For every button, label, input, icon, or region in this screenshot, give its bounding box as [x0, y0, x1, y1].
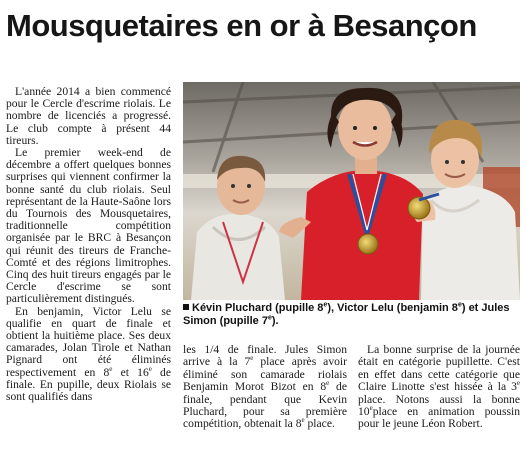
photo-illustration	[183, 82, 520, 300]
text-run: ).	[271, 315, 279, 327]
superscript: e	[109, 364, 113, 373]
text-run: place.	[304, 417, 335, 431]
superscript: e	[267, 314, 272, 322]
text-run: La bonne surprise de la journée était en catégorie pupillette. C'est en effet dans cette catégorie que Claire Linotte s'est hissée à la 3	[358, 343, 520, 394]
paragraph-tournament: Le premier week-end de décembre a offert quelques bonnes surprises qui viennent confirmer la bonne santé du club riolais. Seul représentant de la Haute-Saône lors du Tournois des Mousquetaires, traditionnelle compétition organisée par le BRC à Besançon qui réunit des tireurs de Franche-Comté et des régions limitrophes. Cinq des huit tireurs engagés par le Cercle d'escrime se sont particulièrement distingués.	[6, 146, 171, 306]
text-run: les 1/4 de finale. Jules Simon arrive à la 7	[183, 343, 347, 369]
text-run: place. Notons aussi la bonne 10	[358, 392, 520, 419]
photo-caption	[183, 302, 520, 328]
superscript: e	[516, 379, 520, 388]
text-run: ), Victor Lelu (benjamin 8	[327, 302, 458, 314]
article-column-middle	[183, 344, 347, 431]
superscript: e	[326, 379, 330, 388]
superscript: e	[369, 404, 373, 413]
caption-bullet-icon	[183, 304, 189, 310]
photo-fencers	[183, 82, 520, 300]
paragraph-pupille	[183, 344, 347, 431]
article-column-left	[6, 86, 171, 403]
paragraph-pupillette	[358, 344, 520, 431]
paragraph-intro: L'année 2014 a bien commencé pour le Cercle d'escrime riolais. Le nombre de licenciés a progressé. Le club compte à présent 44 tireurs.	[6, 85, 171, 147]
text-run: place après avoir éliminé son camarade riolais Benjamin Morot Bizot en 8	[183, 355, 347, 394]
headline: Mousquetaires en or à Besançon	[6, 8, 477, 43]
text-run: En benjamin, Victor Lelu se qualifie en quart de finale et obtient la huitième place. Ses deux camarades, Jolan Tirole et Nathan Pignard ont été éliminés respectivement en 8	[6, 304, 171, 379]
text-run: place en animation poussin pour le jeune Léon Robert.	[358, 405, 520, 431]
paragraph-benjamin	[6, 306, 171, 404]
text-run: et 16	[112, 365, 149, 379]
article-column-right	[358, 344, 520, 431]
superscript: e	[301, 416, 305, 425]
text-run: Kévin Pluchard (pupille 8	[192, 302, 324, 314]
text-run: de finale. En pupille, deux Riolais se sont qualifiés dans	[6, 365, 171, 404]
text-run: ) et Jules Simon (pupille 7	[183, 302, 510, 327]
superscript: e	[148, 364, 152, 373]
superscript: e	[250, 354, 254, 363]
text-run: de finale, pendant que Kevin Pluchard, pour sa première compétition, obtenait la 8	[183, 380, 347, 431]
superscript: e	[323, 301, 328, 309]
superscript: e	[457, 301, 462, 309]
